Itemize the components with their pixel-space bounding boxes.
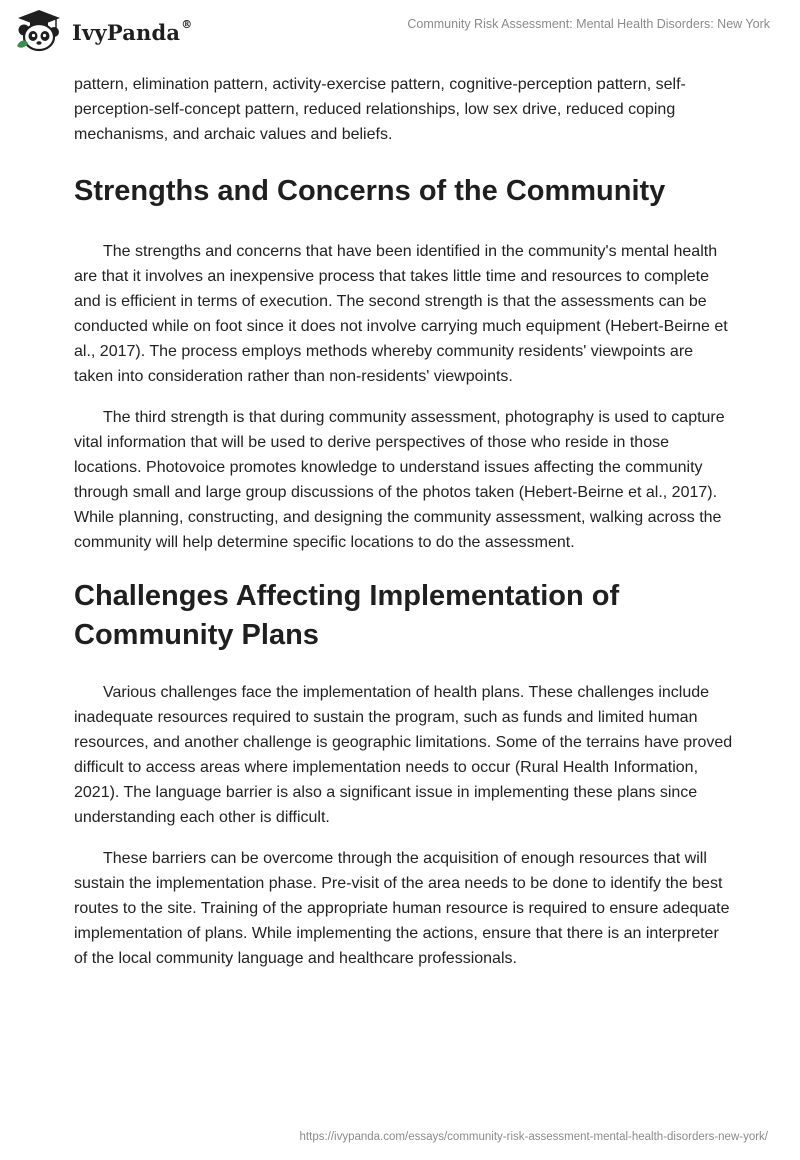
site-logo[interactable]: [14, 8, 192, 52]
panda-graduate-logo-icon: [14, 8, 64, 52]
paragraph-challenges-2: These barriers can be overcome through the acquisition of enough resources that will sustain the implementation phase. Pre-visit of the area needs to be done to identify the best routes to the site. Training of the appropriate human resource is required to ensure adequate implementation of plans. While implementing the actions, ensure that there is an interpreter of the local community language and healthcare professionals.: [74, 850, 730, 967]
paragraph-challenges-1: Various challenges face the implementation of health plans. These challenges include inadequate resources required to sustain the program, such as funds and limited human resources, and another challenge is geographic limitations. Some of the terrains have proved difficult to access areas where implementation needs to occur (Rural Health Information, 2021). The language barrier is also a significant issue in implementing these plans since understanding each other is difficult.: [74, 684, 733, 826]
section-heading-challenges: Challenges Affecting Implementation of Community Plans: [74, 580, 620, 651]
paragraph-strengths-2: The third strength is that during community assessment, photography is used to capture vital information that will be used to derive perspectives of those who reside in those locations. Photovoice promotes knowledge to understand issues affecting the community through small and large group discussions of the photos taken (Hebert-Beirne et al., 2017). While planning, constructing, and designing the community assessment, walking across the community will help determine specific locations to do the assessment.: [74, 409, 725, 551]
paragraph-strengths-1: The strengths and concerns that have been identified in the community's mental health are that it involves an inexpensive process that takes little time and resources to complete and is efficient in terms of execution. The second strength is that the assessments can be conducted while on foot since it does not involve carrying much equipment (Hebert-Beirne et al., 2017). The process employs methods whereby community residents' viewpoints are taken into consideration rather than non-residents' viewpoints.: [74, 243, 728, 385]
intro-paragraph: pattern, elimination pattern, activity-exercise pattern, cognitive-perception pattern, self-perception-self-concept pattern, reduced relationships, low sex drive, reduced coping mechanisms, and archaic values and beliefs.: [74, 76, 686, 143]
article-body: [74, 72, 734, 971]
brand-name: IvyPanda®: [72, 17, 193, 45]
document-title: Community Risk Assessment: Mental Health Disorders: New York: [407, 17, 770, 31]
source-url[interactable]: https://ivypanda.com/essays/community-risk-assessment-mental-health-disorders-new-york/: [299, 1131, 768, 1143]
page-header: [0, 0, 800, 70]
section-heading-strengths: Strengths and Concerns of the Community: [74, 175, 666, 207]
